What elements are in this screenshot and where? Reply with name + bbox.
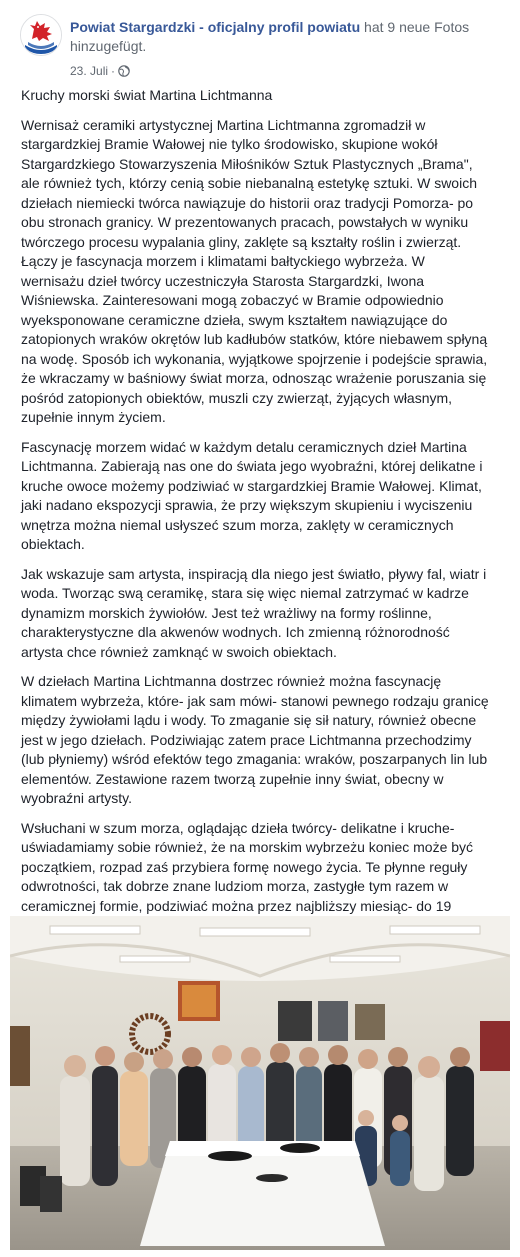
meta-separator: · <box>111 64 116 78</box>
page-avatar[interactable] <box>20 14 62 56</box>
author-line <box>70 18 510 56</box>
post-paragraph: Wsłuchani w szum morza, oglądając dzieła twórcy- delikatne i kruche- uświadamiamy sobie również, że na morskim wybrzeżu koniec może być początkiem, rozpad zaś przybiera formę nowego życia. Te płynne reguły odwrotności, tak dobrze znane ludziom morza, zastygłe tym razem w ceramicznej formie, podziwiać można przez najbliższy miesiąc- do 19 <box>21 819 474 914</box>
post-paragraph: Wernisaż ceramiki artystycznej Martina Lichtmanna zgromadził w stargardzkiej Bramie Wałowej nie tylko środowisko, skupione wokół Stargardzkiego Stowarzyszenia Miłośników Sztuk Plastycznych „Brama", ale również tych, którzy cenią sobie niebanalną estetykę sztuki. W swoich dziełach niemiecki twórca nawiązuje do historii oraz tradycji Pomorza- po obu stronach granicy. W prezentowanych pracach, powstałych w wyniku twórczego procesu wypalania gliny, zaklęte są kształty roślin i zwierząt. Łączy je fascynacja morzem i klimatami bałtyckiego wybrzeża. W wernisażu dzieł twórcy uczestniczyła Starosta Stargardzki, Iwona Wiśniewska. Zainteresowani mogą zobaczyć w Bramie odpowiednio wyeksponowane ceramiczne dzieła, swym kształtem nawiązujące do zatopionych wraków okrętów lub kadłubów statków, które niebawem spłyną na wodę. Sposób ich wykonania, wyjątkowe spojrzenie i podejście sprawia, że wkraczamy w baśniowy świat morza, odnosząc wrażenie poruszania się pośród zatopionych obiektów, muszli czy zwierząt, żyjących własnym, zupełnie innym życiem. <box>21 116 488 425</box>
post-paragraph: W dziełach Martina Lichtmanna dostrzec również można fascynację klimatem wybrzeża, które- jak sam mówi- stanowi pewnego rodzaju granicę między żywiołami lądu i wody. To zmaganie się sił natury, również obecne jest w jego dziełach. Podziwiając zatem prace Lichtmanna przechodzimy (lub płyniemy) wśród efektów tego zmagania: wraków, poszarpanych lin lub elementów. Zestawione razem tworzą zupełnie inny świat, obecny w wyobraźni artysty. <box>21 673 489 806</box>
post-paragraph: Fascynację morzem widać w każdym detalu ceramicznych dzieł Martina Lichtmanna. Zabierają nas one do świata jego wyobraźni, której delikatne i kruche owoce możemy podziwiać w stargardzkiej Bramie Wałowej. Klimat, jaki nadano ekspozycji sprawia, że przy większym skupieniu i wyciszeniu wnętrza można niemal usłyszeć szum morza, zaklęty w ceramicznych obiektach. <box>21 438 483 552</box>
post-meta <box>70 63 130 81</box>
post-body <box>21 86 491 946</box>
post-action-text: hat 9 neue Fotos hinzugefügt. <box>70 19 470 54</box>
post-timestamp[interactable]: 23. Juli <box>70 64 109 78</box>
post-paragraph: Jak wskazuje sam artysta, inspiracją dla niego jest światło, pływy fal, wiatr i woda. Tworząc swą ceramikę, stara się więc niemal zatrzymać w kadrze dynamizm morskich żywiołów. Jest też wrażliwy na formy roślinne, charakterystyczne dla akwenów wodnych. Ich zmienną różnorodność artysta chce również zamknąć w swoich obiektach. <box>21 565 487 660</box>
post-header <box>20 14 510 84</box>
exhibition-group-photo <box>10 916 510 1250</box>
griffin-logo-icon <box>21 15 61 55</box>
post-title: Kruchy morski świat Martina Lichtmanna <box>21 87 273 103</box>
post-photo[interactable] <box>10 916 510 1250</box>
page-name-link[interactable]: Powiat Stargardzki - oficjalny profil powiatu <box>70 19 361 35</box>
globe-icon[interactable] <box>118 65 130 81</box>
